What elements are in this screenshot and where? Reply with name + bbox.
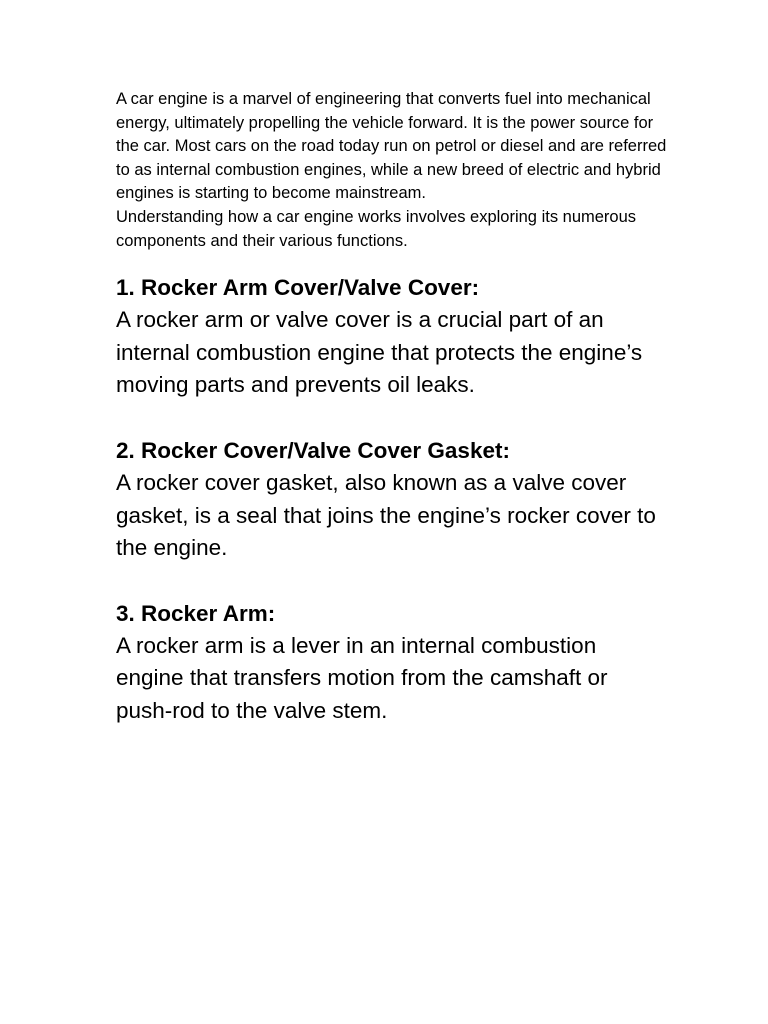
component-section (116, 271, 668, 402)
component-list (116, 271, 668, 727)
section-body: A rocker arm or valve cover is a crucial part of an internal combustion engine that protects the engine’s moving parts and prevents oil leaks. (116, 307, 643, 398)
intro-paragraph: A car engine is a marvel of engineering that converts fuel into mechanical energy, ultimately propelling the vehicle forward. It is the power source for the car. Most cars on the road today run on petrol or diesel and are referred to as internal combustion engines, while a new breed of electric and hybrid engines is starting to become mainstream. (116, 90, 667, 203)
section-heading: 1. Rocker Arm Cover/Valve Cover: (116, 275, 480, 301)
component-section (116, 434, 668, 565)
intro-block (116, 88, 668, 253)
component-section (116, 597, 668, 728)
section-heading: 3. Rocker Arm: (116, 600, 276, 626)
section-body: A rocker arm is a lever in an internal combustion engine that transfers motion from the camshaft or push-rod to the valve stem. (116, 632, 608, 723)
section-body: A rocker cover gasket, also known as a valve cover gasket, is a seal that joins the engine’s rocker cover to the engine. (116, 469, 656, 561)
section-heading: 2. Rocker Cover/Valve Cover Gasket: (116, 437, 510, 463)
intro-paragraph: Understanding how a car engine works involves exploring its numerous components and their various functions. (116, 207, 637, 250)
